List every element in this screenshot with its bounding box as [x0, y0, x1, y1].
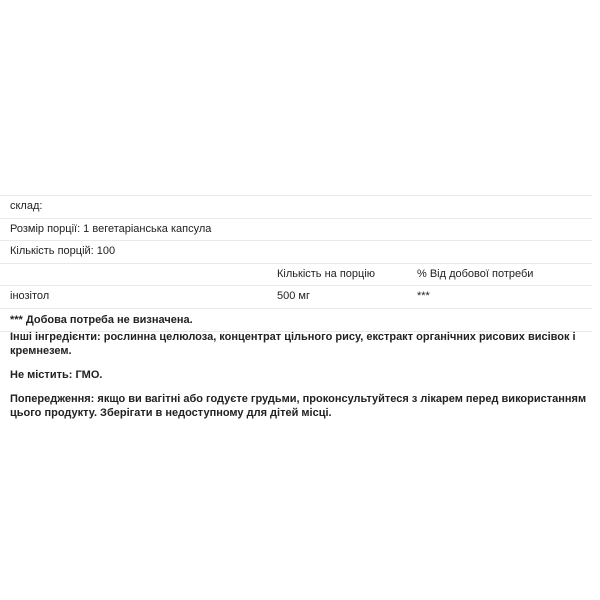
- serving-size-spacer-amount: [277, 218, 417, 241]
- table-row-servings-per-container: [0, 241, 592, 264]
- other-ingredients-note: Інші інгредієнти: рослинна целюлоза, концентрат цільного рису, екстракт органічних рисових висівок і кремнезем.: [10, 331, 576, 357]
- serving-size-label: Розмір порції: 1 вегетаріанська капсула: [10, 222, 212, 235]
- supplement-facts-heading: склад:: [10, 200, 43, 213]
- supplement-facts-table: [0, 195, 592, 332]
- product-notes: [10, 330, 588, 420]
- table-row-serving-size: [0, 218, 592, 241]
- table-row: [0, 286, 592, 309]
- column-header-name: [0, 263, 277, 286]
- footnote-spacer-dv: [417, 308, 592, 332]
- servings-spacer-amount: [277, 241, 417, 264]
- column-header-amount-per-serving: Кількість на порцію: [277, 267, 376, 280]
- supplement-facts-panel: [0, 195, 592, 332]
- serving-size-spacer-dv: [417, 218, 592, 241]
- servings-spacer-dv: [417, 241, 592, 264]
- servings-per-container-label: Кількість порцій: 100: [10, 245, 116, 258]
- table-header-row: [0, 263, 592, 286]
- ingredient-amount: 500 мг: [277, 290, 310, 303]
- heading-spacer-dv: [417, 196, 592, 219]
- table-row-heading: [0, 196, 592, 219]
- ingredient-daily-value: ***: [417, 290, 430, 303]
- ingredient-name: інозітол: [10, 290, 50, 303]
- heading-spacer-amount: [277, 196, 417, 219]
- table-row-footnote: [0, 308, 592, 332]
- column-header-percent-daily-value: % Від добової потреби: [417, 267, 534, 280]
- footnote-spacer-amount: [277, 308, 417, 332]
- daily-value-footnote: *** Добова потреба не визначена.: [10, 313, 193, 326]
- free-from-note: Не містить: ГМО.: [10, 369, 103, 381]
- warning-note: Попередження: якщо ви вагітні або годуєте грудьми, проконсультуйтеся з лікарем перед використанням цього продукту. Зберігати в недоступному для дітей місці.: [10, 393, 587, 419]
